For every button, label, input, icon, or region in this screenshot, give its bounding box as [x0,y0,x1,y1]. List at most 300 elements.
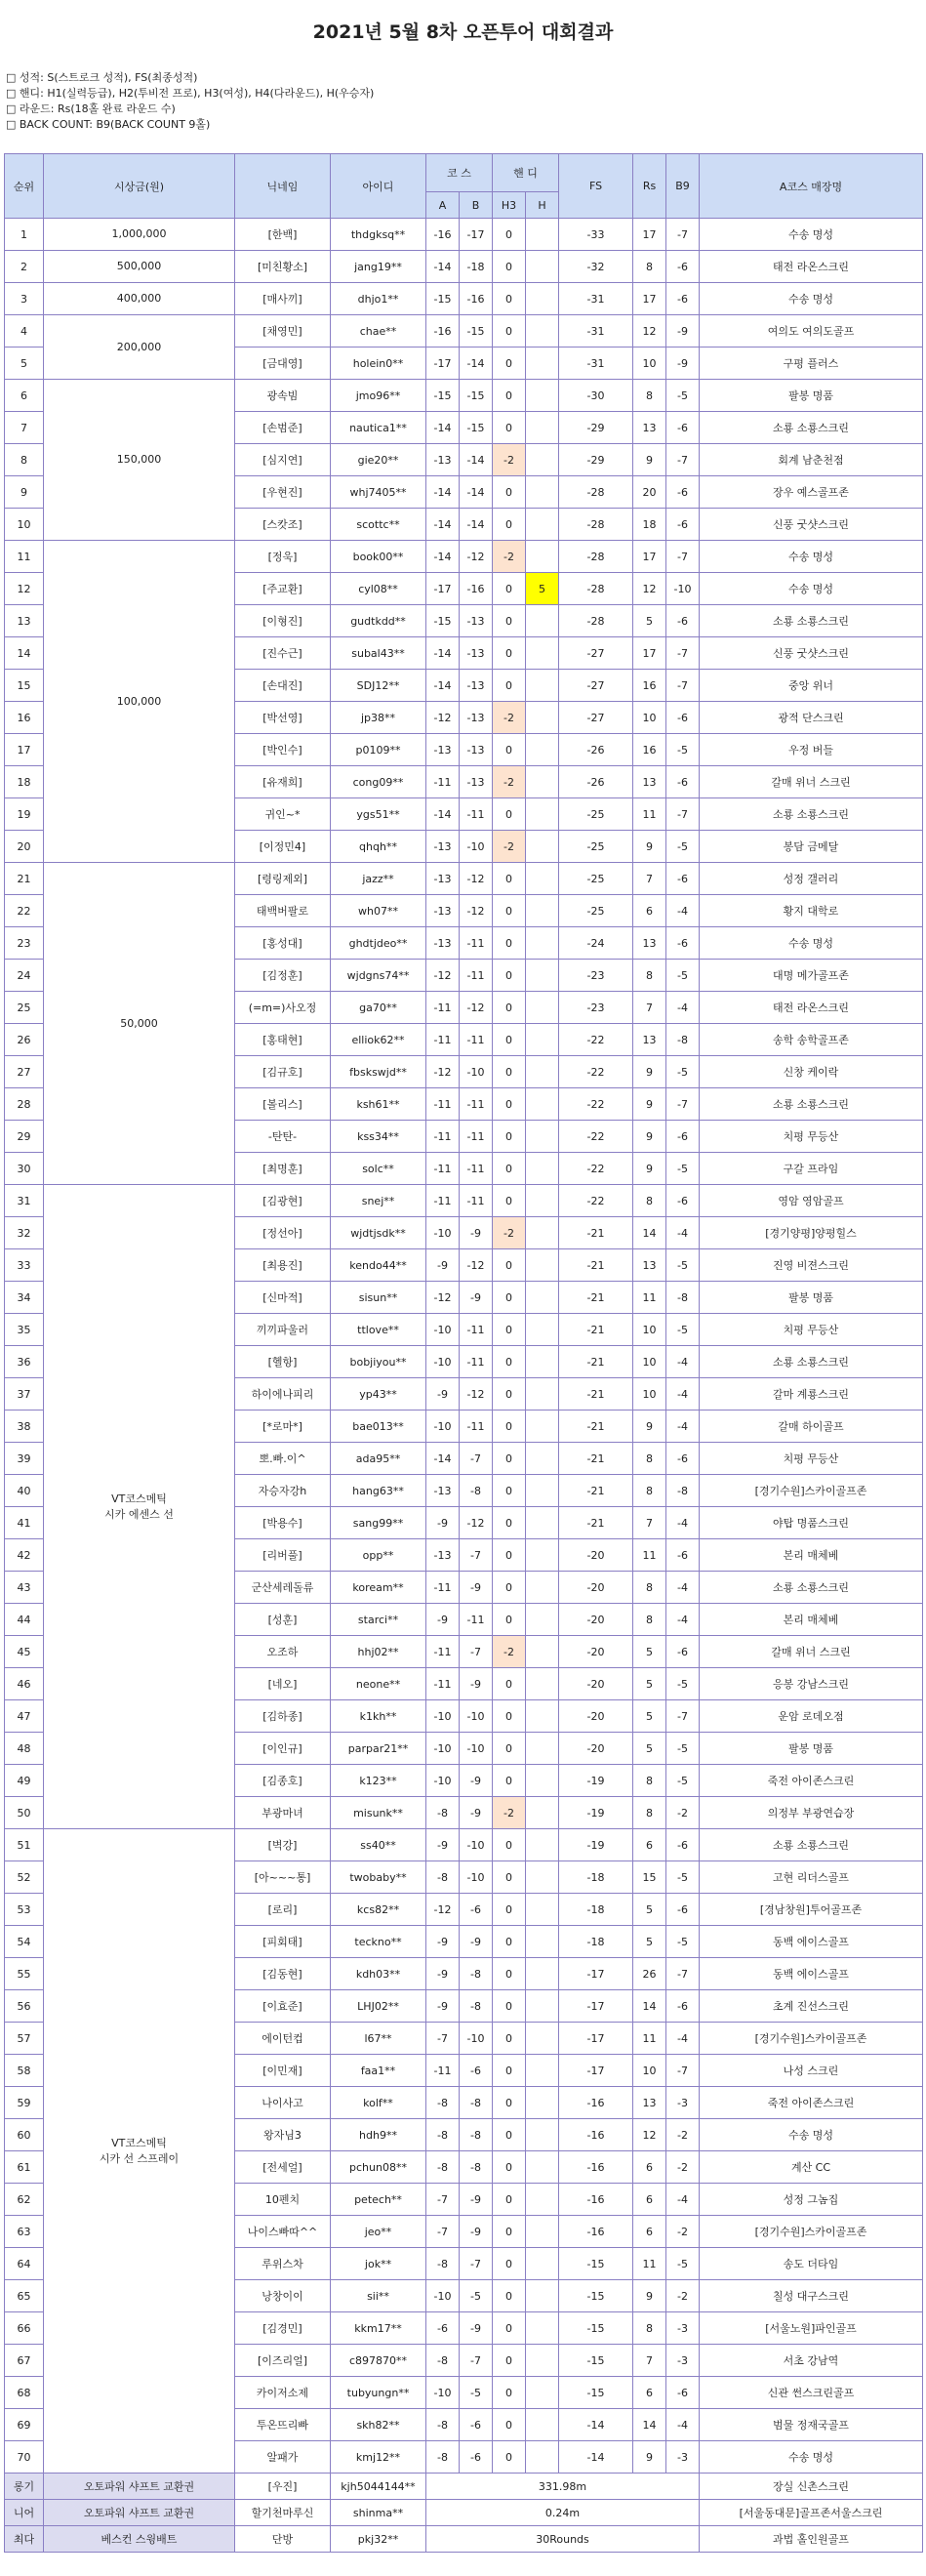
course-b-cell: -10 [460,1829,493,1861]
rs-cell: 14 [633,2409,666,2441]
rank-cell: 69 [5,2409,44,2441]
rs-cell: 10 [633,1378,666,1411]
course-a-cell: -14 [426,1443,460,1475]
course-a-cell: -15 [426,605,460,637]
rs-cell: 11 [633,1282,666,1314]
user-id-cell: sisun** [331,1282,426,1314]
handi-h-cell [526,1346,559,1378]
rank-cell: 59 [5,2087,44,2119]
handi-h-cell [526,1765,559,1797]
handi-h3-cell: 0 [493,1024,526,1056]
fs-cell: -21 [559,1249,633,1282]
rs-cell: 5 [633,1668,666,1700]
course-b-cell: -13 [460,637,493,670]
user-id-cell: k123** [331,1765,426,1797]
rs-cell: 10 [633,702,666,734]
course-b-cell: -7 [460,1636,493,1668]
handi-h3-cell: -2 [493,541,526,573]
course-a-cell: -9 [426,1958,460,1990]
b9-cell: -6 [666,251,700,283]
header-a: A [426,192,460,219]
nickname-cell: 알패가 [235,2441,331,2474]
b9-cell: -4 [666,992,700,1024]
course-a-cell: -15 [426,283,460,315]
header-store: A코스 매장명 [700,154,923,219]
nickname-cell: [네오] [235,1668,331,1700]
course-a-cell: -14 [426,798,460,831]
rs-cell: 6 [633,2184,666,2216]
nickname-cell: [볼리스] [235,1088,331,1121]
nickname-cell: (=m=)사오정 [235,992,331,1024]
award-prize: 베스컨 스윙배트 [44,2526,235,2553]
course-a-cell: -14 [426,541,460,573]
store-cell: 팔봉 명품 [700,1282,923,1314]
fs-cell: -15 [559,2248,633,2280]
course-a-cell: -8 [426,2409,460,2441]
b9-cell: -8 [666,1024,700,1056]
handi-h-cell [526,2055,559,2087]
rank-cell: 46 [5,1668,44,1700]
course-b-cell: -11 [460,1314,493,1346]
course-b-cell: -16 [460,283,493,315]
course-a-cell: -13 [426,927,460,960]
rank-cell: 33 [5,1249,44,1282]
course-b-cell: -9 [460,1765,493,1797]
nickname-cell: [최용진] [235,1249,331,1282]
nickname-cell: -탄탄- [235,1121,331,1153]
store-cell: 신풍 굿샷스크린 [700,509,923,541]
handi-h-cell [526,283,559,315]
fs-cell: -16 [559,2119,633,2151]
store-cell: 태전 라온스크린 [700,992,923,1024]
fs-cell: -25 [559,831,633,863]
store-cell: 동백 에이스골프 [700,1958,923,1990]
prize-cell [44,380,235,541]
rs-cell: 10 [633,2055,666,2087]
fs-cell: -29 [559,412,633,444]
handi-h-cell [526,2087,559,2119]
user-id-cell: jazz** [331,863,426,895]
nickname-cell: 하이에나피리 [235,1378,331,1411]
rs-cell: 16 [633,670,666,702]
user-id-cell: ga70** [331,992,426,1024]
b9-cell: -6 [666,283,700,315]
b9-cell: -6 [666,412,700,444]
header-h3: H3 [493,192,526,219]
handi-h-cell [526,1153,559,1185]
rs-cell: 6 [633,2377,666,2409]
rank-cell: 17 [5,734,44,766]
handi-h3-cell: 0 [493,251,526,283]
nickname-cell: [박인수] [235,734,331,766]
rs-cell: 11 [633,798,666,831]
store-cell: 갈매 위너 스크린 [700,766,923,798]
handi-h3-cell: 0 [493,895,526,927]
b9-cell: -2 [666,2280,700,2312]
handi-h3-cell: 0 [493,1443,526,1475]
rs-cell: 7 [633,992,666,1024]
b9-cell: -4 [666,1217,700,1249]
store-cell: 송도 더타임 [700,2248,923,2280]
fs-cell: -31 [559,348,633,380]
nickname-cell: [이형진] [235,605,331,637]
rank-cell: 61 [5,2151,44,2184]
rs-cell: 10 [633,1314,666,1346]
handi-h-cell [526,2280,559,2312]
nickname-cell: 낭창이이 [235,2280,331,2312]
rs-cell: 9 [633,1088,666,1121]
rs-cell: 8 [633,380,666,412]
course-b-cell: -12 [460,1378,493,1411]
fs-cell: -30 [559,380,633,412]
user-id-cell: jp38** [331,702,426,734]
course-a-cell: -15 [426,380,460,412]
user-id-cell: yp43** [331,1378,426,1411]
rank-cell: 30 [5,1153,44,1185]
user-id-cell: SDJ12** [331,670,426,702]
header-b: B [460,192,493,219]
rank-cell: 9 [5,476,44,509]
nickname-cell: [김종호] [235,1765,331,1797]
rank-cell: 29 [5,1121,44,1153]
prize-cell [44,1185,235,1829]
course-b-cell: -11 [460,1411,493,1443]
course-a-cell: -10 [426,1733,460,1765]
handi-h-cell [526,2184,559,2216]
course-a-cell: -10 [426,2280,460,2312]
handi-h-cell [526,1121,559,1153]
b9-cell: -4 [666,2409,700,2441]
nickname-cell: [피회태] [235,1926,331,1958]
b9-cell: -6 [666,766,700,798]
user-id-cell: pchun08** [331,2151,426,2184]
rs-cell: 10 [633,348,666,380]
user-id-cell: kmj12** [331,2441,426,2474]
course-a-cell: -8 [426,2151,460,2184]
nickname-cell: [이민재] [235,2055,331,2087]
rs-cell: 11 [633,1539,666,1572]
rs-cell: 13 [633,1249,666,1282]
fs-cell: -19 [559,1765,633,1797]
fs-cell: -15 [559,2345,633,2377]
rs-cell: 7 [633,2345,666,2377]
handi-h-cell [526,1217,559,1249]
store-cell: 야탑 명품스크린 [700,1507,923,1539]
prize-cell [44,283,235,315]
course-a-cell: -10 [426,1217,460,1249]
store-cell: 구평 플러스 [700,348,923,380]
handi-h3-cell: 0 [493,2119,526,2151]
handi-h-cell [526,2377,559,2409]
course-a-cell: -14 [426,251,460,283]
course-b-cell: -17 [460,219,493,251]
store-cell: 죽전 아이존스크린 [700,1765,923,1797]
handi-h3-cell: 0 [493,2409,526,2441]
rs-cell: 8 [633,1572,666,1604]
course-b-cell: -12 [460,541,493,573]
fs-cell: -23 [559,960,633,992]
course-b-cell: -15 [460,315,493,348]
nickname-cell: 부광마녀 [235,1797,331,1829]
rank-cell: 67 [5,2345,44,2377]
nickname-cell: [전세얼] [235,2151,331,2184]
course-a-cell: -11 [426,2055,460,2087]
store-cell: 본리 매체베 [700,1539,923,1572]
user-id-cell: wh07** [331,895,426,927]
handi-h3-cell: -2 [493,1217,526,1249]
rank-cell: 55 [5,1958,44,1990]
course-a-cell: -9 [426,1829,460,1861]
course-a-cell: -17 [426,348,460,380]
prize-cell [44,251,235,283]
course-a-cell: -9 [426,1990,460,2023]
b9-cell: -6 [666,1539,700,1572]
handi-h-cell [526,1185,559,1217]
rank-cell: 53 [5,1894,44,1926]
store-cell: 대명 메가골프존 [700,960,923,992]
nickname-cell: [김정훈] [235,960,331,992]
handi-h3-cell: 0 [493,1249,526,1282]
b9-cell: -6 [666,509,700,541]
user-id-cell: starci** [331,1604,426,1636]
rank-cell: 11 [5,541,44,573]
rs-cell: 9 [633,444,666,476]
nickname-cell: [박용수] [235,1507,331,1539]
course-a-cell: -7 [426,2184,460,2216]
nickname-cell: [이정민4] [235,831,331,863]
fs-cell: -16 [559,2184,633,2216]
store-cell: 수송 명성 [700,573,923,605]
store-cell: 소룡 소룡스크린 [700,1088,923,1121]
nickname-cell: [아~~~통] [235,1861,331,1894]
user-id-cell: kdh03** [331,1958,426,1990]
rs-cell: 8 [633,1475,666,1507]
fs-cell: -25 [559,863,633,895]
b9-cell: -2 [666,2151,700,2184]
rank-cell: 34 [5,1282,44,1314]
fs-cell: -20 [559,1539,633,1572]
store-cell: 진영 비젼스크린 [700,1249,923,1282]
handi-h3-cell: 0 [493,573,526,605]
rs-cell: 5 [633,605,666,637]
handi-h3-cell: 0 [493,605,526,637]
handi-h-cell [526,1604,559,1636]
b9-cell: -5 [666,1765,700,1797]
rank-cell: 4 [5,315,44,348]
course-a-cell: -7 [426,2023,460,2055]
course-b-cell: -12 [460,863,493,895]
prize-text: 시카 에센스 선 [104,1507,174,1521]
user-id-cell: gie20** [331,444,426,476]
b9-cell: -7 [666,798,700,831]
rs-cell: 11 [633,2248,666,2280]
course-a-cell: -11 [426,1668,460,1700]
handi-h3-cell: -2 [493,444,526,476]
user-id-cell: hhj02** [331,1636,426,1668]
rs-cell: 9 [633,2280,666,2312]
award-nickname: 단방 [235,2526,331,2553]
handi-h3-cell: 0 [493,863,526,895]
course-b-cell: -10 [460,1056,493,1088]
award-store: [서울동대문]골프존서울스크린 [700,2500,923,2526]
rank-cell: 70 [5,2441,44,2474]
store-cell: 여의도 여의도골프 [700,315,923,348]
handi-h-cell [526,444,559,476]
course-b-cell: -8 [460,2151,493,2184]
course-a-cell: -11 [426,992,460,1024]
rank-cell: 20 [5,831,44,863]
handi-h3-cell: 0 [493,476,526,509]
rs-cell: 5 [633,1894,666,1926]
rs-cell: 13 [633,412,666,444]
b9-cell: -4 [666,1507,700,1539]
b9-cell: -4 [666,1572,700,1604]
fs-cell: -23 [559,992,633,1024]
handi-h3-cell: 0 [493,1346,526,1378]
rank-cell: 19 [5,798,44,831]
handi-h3-cell: 0 [493,1829,526,1861]
handi-h3-cell: 0 [493,315,526,348]
course-a-cell: -11 [426,1088,460,1121]
course-b-cell: -6 [460,2409,493,2441]
table-row [5,863,923,895]
course-b-cell: -12 [460,1249,493,1282]
prize-text: 50,000 [120,1016,158,1030]
rs-cell: 11 [633,2023,666,2055]
rs-cell: 17 [633,541,666,573]
course-a-cell: -11 [426,1636,460,1668]
rs-cell: 6 [633,2151,666,2184]
user-id-cell: fbskswjd** [331,1056,426,1088]
handi-h-cell [526,960,559,992]
handi-h3-cell: 0 [493,2441,526,2474]
nickname-cell: [헬항] [235,1346,331,1378]
user-id-cell: l67** [331,2023,426,2055]
handi-h-cell [526,1733,559,1765]
b9-cell: -6 [666,1443,700,1475]
store-cell: 계산 CC [700,2151,923,2184]
handi-h3-cell: 0 [493,1378,526,1411]
course-b-cell: -14 [460,444,493,476]
b9-cell: -5 [666,1668,700,1700]
b9-cell: -3 [666,2441,700,2474]
course-a-cell: -10 [426,1314,460,1346]
rs-cell: 8 [633,1765,666,1797]
b9-cell: -5 [666,1926,700,1958]
b9-cell: -7 [666,1700,700,1733]
handi-h3-cell: 0 [493,1572,526,1604]
course-a-cell: -12 [426,1282,460,1314]
store-cell: [경기수원]스카이골프존 [700,2023,923,2055]
nickname-cell: [로리] [235,1894,331,1926]
user-id-cell: k1kh** [331,1700,426,1733]
note-line: □ 성적: S(스트로크 성적), FS(최종성적) [6,71,198,84]
b9-cell: -6 [666,1990,700,2023]
rank-cell: 62 [5,2184,44,2216]
award-user-id: shinma** [331,2500,426,2526]
rank-cell: 28 [5,1088,44,1121]
course-b-cell: -11 [460,1121,493,1153]
b9-cell: -5 [666,1249,700,1282]
user-id-cell: jok** [331,2248,426,2280]
rank-cell: 26 [5,1024,44,1056]
fs-cell: -20 [559,1700,633,1733]
user-id-cell: nautica1** [331,412,426,444]
b9-cell: -6 [666,702,700,734]
rs-cell: 14 [633,1990,666,2023]
rs-cell: 5 [633,1733,666,1765]
handi-h-cell [526,1958,559,1990]
course-a-cell: -14 [426,670,460,702]
store-cell: 응봉 강남스크린 [700,1668,923,1700]
nickname-cell: 뽀.빠.이^ [235,1443,331,1475]
store-cell: 소룡 소룡스크린 [700,605,923,637]
nickname-cell: [*로마*] [235,1411,331,1443]
store-cell: 팔봉 명품 [700,380,923,412]
nickname-cell: [이즈리얼] [235,2345,331,2377]
b9-cell: -5 [666,1056,700,1088]
handi-h-cell [526,1249,559,1282]
rank-cell: 22 [5,895,44,927]
header-id: 아이디 [331,154,426,219]
award-result: 30Rounds [426,2526,700,2553]
rank-cell: 60 [5,2119,44,2151]
handi-h3-cell: 0 [493,1153,526,1185]
rank-cell: 42 [5,1539,44,1572]
handi-h3-cell: -2 [493,1797,526,1829]
rs-cell: 13 [633,766,666,798]
nickname-cell: [김규호] [235,1056,331,1088]
handi-h-cell [526,2248,559,2280]
fs-cell: -20 [559,1572,633,1604]
course-a-cell: -11 [426,1153,460,1185]
course-a-cell: -11 [426,766,460,798]
award-nickname: [우진] [235,2474,331,2500]
nickname-cell: 카이저소제 [235,2377,331,2409]
course-a-cell: -17 [426,573,460,605]
course-b-cell: -10 [460,2023,493,2055]
store-cell: 회계 남춘천점 [700,444,923,476]
rs-cell: 17 [633,219,666,251]
store-cell: 죽전 아이존스크린 [700,2087,923,2119]
nickname-cell: [김경민] [235,2312,331,2345]
course-b-cell: -11 [460,1088,493,1121]
nickname-cell: 오조하 [235,1636,331,1668]
course-a-cell: -13 [426,1539,460,1572]
header-b9: B9 [666,154,700,219]
store-cell: 나성 스크린 [700,2055,923,2087]
note-line: □ 라운드: Rs(18홀 완료 라운드 수) [6,102,176,115]
handi-h-cell [526,509,559,541]
b9-cell: -4 [666,1604,700,1636]
user-id-cell: ss40** [331,1829,426,1861]
handi-h-cell [526,1282,559,1314]
fs-cell: -20 [559,1636,633,1668]
handi-h3-cell: 0 [493,380,526,412]
prize-cell [44,541,235,863]
course-a-cell: -11 [426,1024,460,1056]
fs-cell: -25 [559,895,633,927]
user-id-cell: misunk** [331,1797,426,1829]
user-id-cell: gudtkdd** [331,605,426,637]
handi-h-cell [526,863,559,895]
handi-h-cell [526,1990,559,2023]
course-a-cell: -16 [426,315,460,348]
rank-cell: 1 [5,219,44,251]
course-b-cell: -9 [460,2216,493,2248]
store-cell: 소룡 소룡스크린 [700,1829,923,1861]
course-b-cell: -8 [460,2087,493,2119]
